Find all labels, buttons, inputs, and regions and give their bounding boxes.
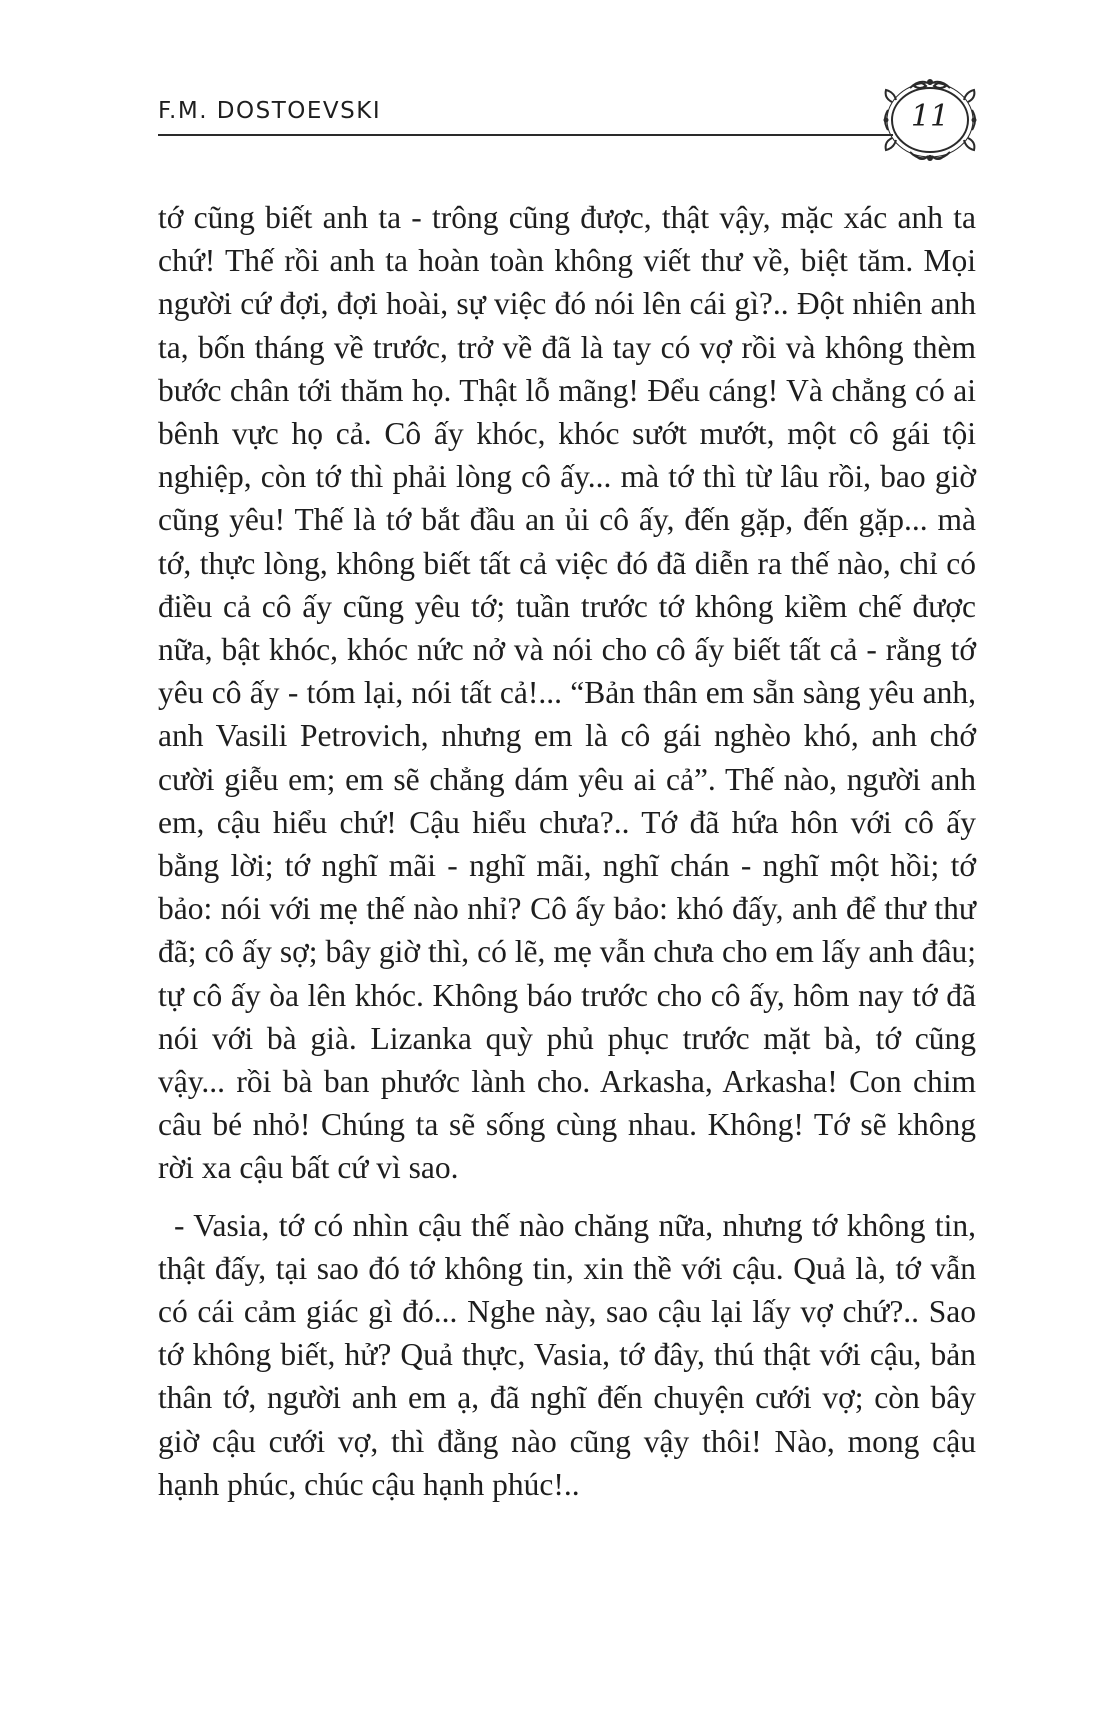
author-name: F.M. DOSTOEVSKI <box>158 98 382 124</box>
paragraph: - Vasia, tớ có nhìn cậu thế nào chăng nữa, nhưng tớ không tin, thật đấy, tại sao đó tớ không tin, xin thề với cậu. Quả là, tớ vẫn có cái cảm giác gì đó... Nghe này, sao cậu lại lấy vợ chứ?.. Sao tớ không biết, hử? Quả thực, Vasia, tớ đây, thú thật với cậu, bản thân tớ, người anh em ạ, đã nghĩ đến chuyện cưới vợ; còn bây giờ cậu cưới vợ, thì đằng nào cũng vậy thôi! Nào, mong cậu hạnh phúc, chúc cậu hạnh phúc!.. <box>158 1207 976 1502</box>
page-number: 11 <box>910 99 950 134</box>
body-text <box>158 196 976 1506</box>
paragraph: tớ cũng biết anh ta - trông cũng được, thật vậy, mặc xác anh ta chứ! Thế rồi anh ta hoàn toàn không viết thư về, biệt tăm. Mọi người cứ đợi, đợi hoài, sự việc đó nói lên cái gì?.. Đột nhiên anh ta, bốn tháng về trước, trở về đã là tay có vợ rồi và không thèm bước chân tới thăm họ. Thật lỗ mãng! Đểu cáng! Và chẳng có ai bênh vực họ cả. Cô ấy khóc, khóc sướt mướt, một cô gái tội nghiệp, còn tớ thì phải lòng cô ấy... mà tớ thì từ lâu rồi, bao giờ cũng yêu! Thế là tớ bắt đầu an ủi cô ấy, đến gặp, đến gặp... mà tớ, thực lòng, không biết tất cả việc đó đã diễn ra thế nào, chỉ có điều cả cô ấy cũng yêu tớ; tuần trước tớ không kiềm chế được nữa, bật khóc, khóc nức nở và nói cho cô ấy biết tất cả - rằng tớ yêu cô ấy - tóm lại, nói tất cả!... “Bản thân em sẵn sàng yêu anh, anh Vasili Petrovich, nhưng em là cô gái nghèo khó, anh chớ cười giễu em; em sẽ chẳng dám yêu ai cả”. Thế nào, người anh em, cậu hiểu chứ! Cậu hiểu chưa?.. Tớ đã hứa hôn với cô ấy bằng lời; tớ nghĩ mãi - nghĩ mãi, nghĩ chán - nghĩ một hồi; tớ bảo: nói với mẹ thế nào nhỉ? Cô ấy bảo: khó đấy, anh để thư thư đã; cô ấy sợ; bây giờ thì, có lẽ, mẹ vẫn chưa cho em lấy anh đâu; tự cô ấy òa lên khóc. Không báo trước cho cô ấy, hôm nay tớ đã nói với bà già. Lizanka quỳ phủ phục trước mặt bà, tớ cũng vậy... rồi bà ban phước lành cho. Arkasha, Arkasha! Con chim câu bé nhỏ! Chúng ta sẽ sống cùng nhau. Không! Tớ sẽ không rời xa cậu bất cứ vì sao. <box>158 200 976 1186</box>
running-header <box>158 88 978 168</box>
page-number-emblem <box>880 74 980 166</box>
header-rule <box>158 134 893 136</box>
